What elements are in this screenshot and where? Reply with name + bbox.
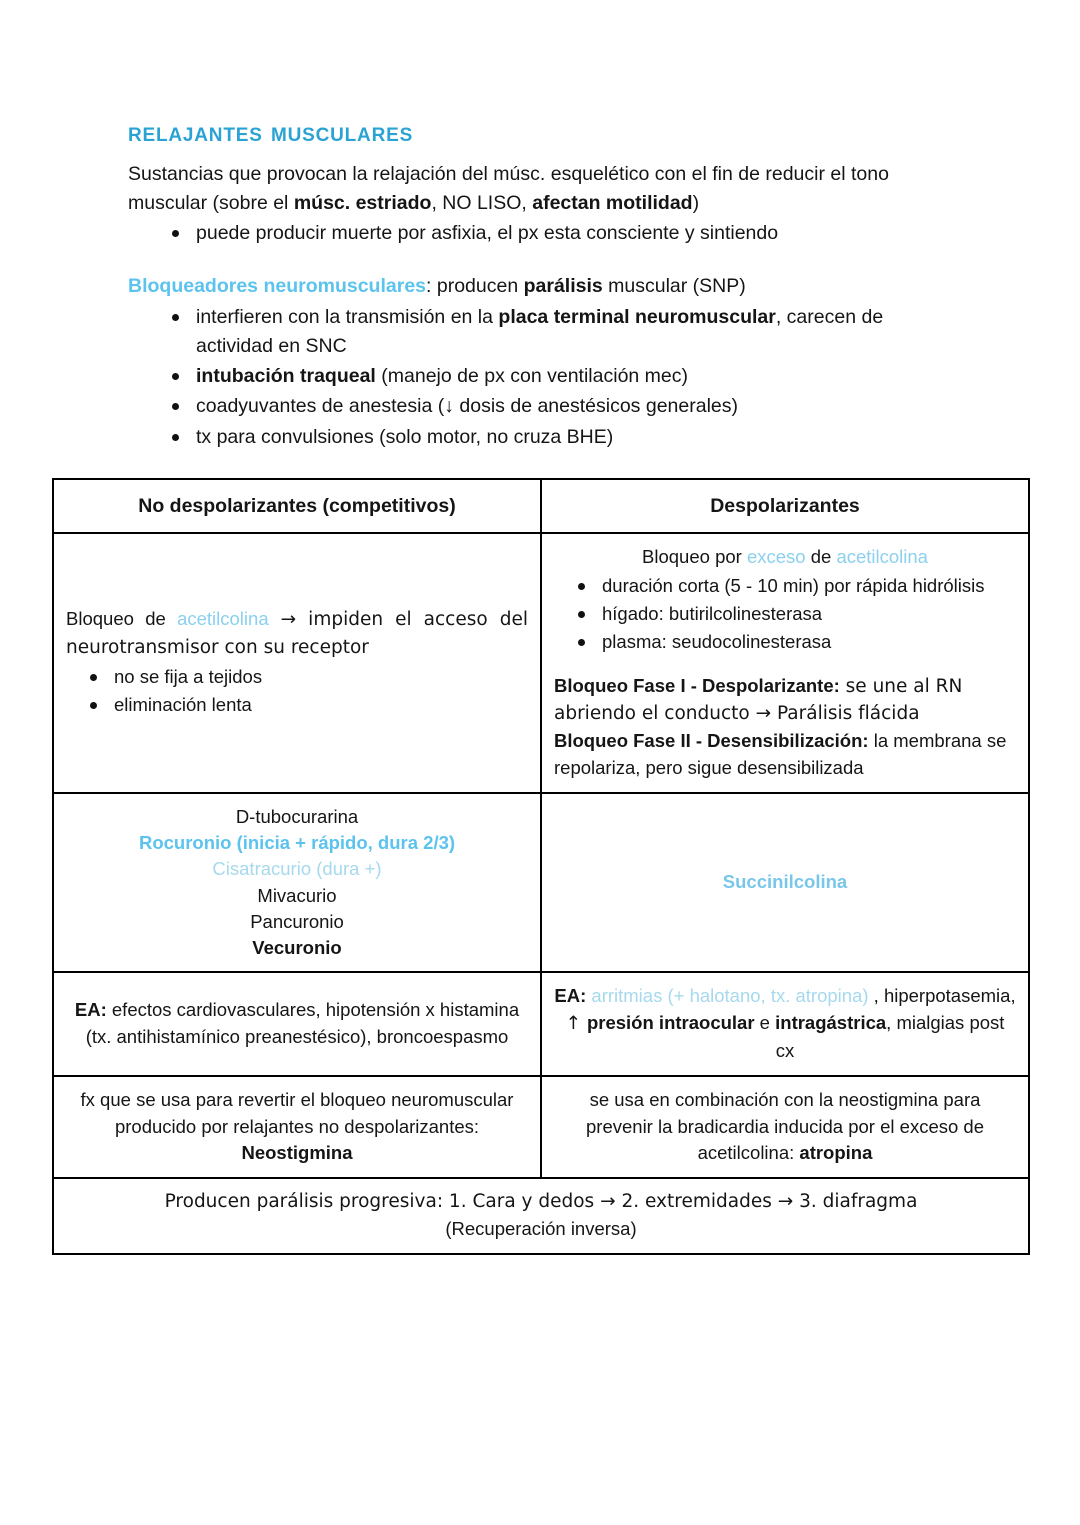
blockers-heading: Bloqueadores neuromusculares — [128, 274, 427, 297]
drug-name-succinylcholine: Succinilcolina — [722, 871, 848, 893]
phase-two-line — [554, 728, 1016, 782]
blockers-bullet-list — [128, 303, 952, 452]
mechanism-left-lead — [66, 606, 528, 662]
adverse-right-text-3: , mialgias post cx — [775, 1012, 1005, 1061]
list-item: plasma: seudocolinesterasa — [576, 629, 1016, 656]
blockers-heading-paragraph — [128, 272, 952, 301]
phase-one-text: se une al RN abriendo el conducto → Parálisis flácida — [554, 675, 963, 725]
adverse-right-text-1: , hiperpotasemia, — [868, 985, 1016, 1007]
footer-line-2: (Recuperación inversa) — [445, 1218, 637, 1240]
cell-adverse-left — [53, 972, 541, 1075]
mechanism-right-blue-1: exceso — [746, 546, 806, 568]
bullet-pre: tx para convulsiones (solo motor, no cruza BHE) — [196, 425, 614, 448]
table-row-reversal — [53, 1076, 1029, 1178]
intro-text-2: , NO LISO, — [431, 191, 533, 214]
drug-name: Pancuronio — [250, 910, 344, 932]
mechanism-left-text-1: Bloqueo de — [66, 608, 178, 630]
drug-name: Rocuronio (inicia + rápido, dura 2/3) — [138, 832, 456, 854]
phase-one-line — [554, 673, 1016, 729]
adverse-left-text: efectos cardiovasculares, hipotensión x histamina (tx. antihistamínico preanestésico), broncoespasmo — [85, 999, 520, 1048]
table-row-drugs — [53, 793, 1029, 973]
phase-two-label: Bloqueo Fase II - Desensibilización: — [554, 730, 869, 752]
column-header-depolarizing: Despolarizantes — [541, 479, 1029, 533]
adverse-right-label: EA: — [554, 985, 587, 1007]
bullet-bold: placa terminal neuromuscular — [498, 305, 776, 328]
cell-drugs-left — [53, 793, 541, 973]
cell-reversal-right — [541, 1076, 1029, 1178]
adverse-right-bold-2: intragástrica — [775, 1012, 887, 1034]
bullet-pre: coadyuvantes de anestesia (↓ dosis de anestésicos generales) — [196, 395, 738, 418]
column-header-non-depolarizing: No despolarizantes (competitivos) — [53, 479, 541, 533]
reversal-left-text: fx que se usa para revertir el bloqueo neuromuscular producido por relajantes no despolarizantes: — [80, 1088, 514, 1137]
intro-bullet-list — [128, 219, 952, 248]
cell-adverse-right — [541, 972, 1029, 1075]
phase-one-label: Bloqueo Fase I - Despolarizante: — [554, 674, 840, 696]
intro-bold-1: músc. estriado — [293, 191, 432, 214]
intro-text-1: Sustancias que provocan la relajación del músc. esquelético con el fin de reducir el tono muscular (sobre el — [128, 162, 889, 214]
list-item — [168, 392, 952, 421]
blockers-heading-rest-1: : producen — [426, 274, 524, 297]
list-item: eliminación lenta — [88, 692, 528, 719]
intro-paragraph — [128, 160, 952, 218]
drug-name: Mivacurio — [257, 884, 337, 906]
table-header-row — [53, 479, 1029, 533]
drug-name: Vecuronio — [252, 937, 342, 959]
table-row-footer — [53, 1178, 1029, 1254]
list-item: no se fija a tejidos — [88, 664, 528, 691]
adverse-left-label: EA: — [74, 999, 107, 1021]
comparison-table — [52, 478, 1030, 1255]
adverse-right-bold-1: presión intraocular — [586, 1012, 755, 1034]
mechanism-right-text-1: Bloqueo por — [642, 546, 747, 568]
list-item — [168, 303, 952, 362]
section-spacer — [128, 250, 952, 272]
intro-text-3: ) — [692, 191, 700, 214]
comparison-table-wrapper — [52, 478, 1028, 1255]
adverse-right-text-2: e — [754, 1012, 776, 1034]
page-title: relajantes musculares — [128, 117, 414, 147]
footer-line-1: Producen parálisis progresiva: 1. Cara y dedos → 2. extremidades → 3. diafragma — [164, 1191, 918, 1213]
cell-progressive-paralysis — [53, 1178, 1029, 1254]
bullet-bold: intubación traqueal — [196, 365, 376, 388]
blockers-heading-rest-2: muscular (SNP) — [602, 274, 746, 297]
adverse-right-blue: arritmias (+ halotano, tx. atropina) — [586, 985, 869, 1007]
intro-bold-2: afectan motilidad — [532, 191, 693, 214]
list-item: puede producir muerte por asfixia, el px esta consciente y sintiendo — [168, 219, 952, 248]
list-item: hígado: butirilcolinesterasa — [576, 601, 1016, 628]
reversal-left-drug: Neostigmina — [241, 1142, 353, 1164]
reversal-right-drug: atropina — [799, 1142, 873, 1164]
cell-drugs-right — [541, 793, 1029, 973]
adverse-right-arrow: ↑ — [565, 1013, 587, 1035]
list-item — [168, 362, 952, 391]
bullet-pre: interfieren con la transmisión en la — [196, 305, 499, 328]
cell-reversal-left — [53, 1076, 541, 1178]
document-body — [128, 118, 952, 453]
table-row-adverse-effects — [53, 972, 1029, 1075]
drug-name: D-tubocurarina — [235, 805, 359, 827]
mechanism-left-text-2: → impiden el acceso del neurotransmisor con su receptor — [66, 609, 528, 659]
blockers-heading-bold: parálisis — [523, 274, 603, 297]
bullet-post: (manejo de px con ventilación mec) — [375, 365, 689, 388]
list-item — [168, 423, 952, 452]
mechanism-right-text-2: de — [805, 546, 837, 568]
list-item: duración corta (5 - 10 min) por rápida hidrólisis — [576, 573, 1016, 600]
mechanism-right-bullets — [554, 573, 1016, 655]
mechanism-right-blue-2: acetilcolina — [836, 546, 928, 568]
cell-mechanism-left — [53, 533, 541, 793]
table-row-mechanism — [53, 533, 1029, 793]
mechanism-left-blue: acetilcolina — [177, 608, 269, 630]
phase-two-text: la membrana se repolariza, pero sigue desensibilizada — [554, 730, 1007, 778]
mechanism-right-lead — [554, 544, 1016, 571]
drug-name: Cisatracurio (dura +) — [212, 858, 382, 880]
cell-spacer — [554, 657, 1016, 673]
mechanism-left-bullets — [66, 664, 528, 719]
reversal-right-text: se usa en combinación con la neostigmina para prevenir la bradicardia inducida por el exceso de acetilcolina: — [586, 1088, 984, 1164]
bullet-post: , carecen de actividad en SNC — [196, 305, 884, 357]
cell-mechanism-right — [541, 533, 1029, 793]
